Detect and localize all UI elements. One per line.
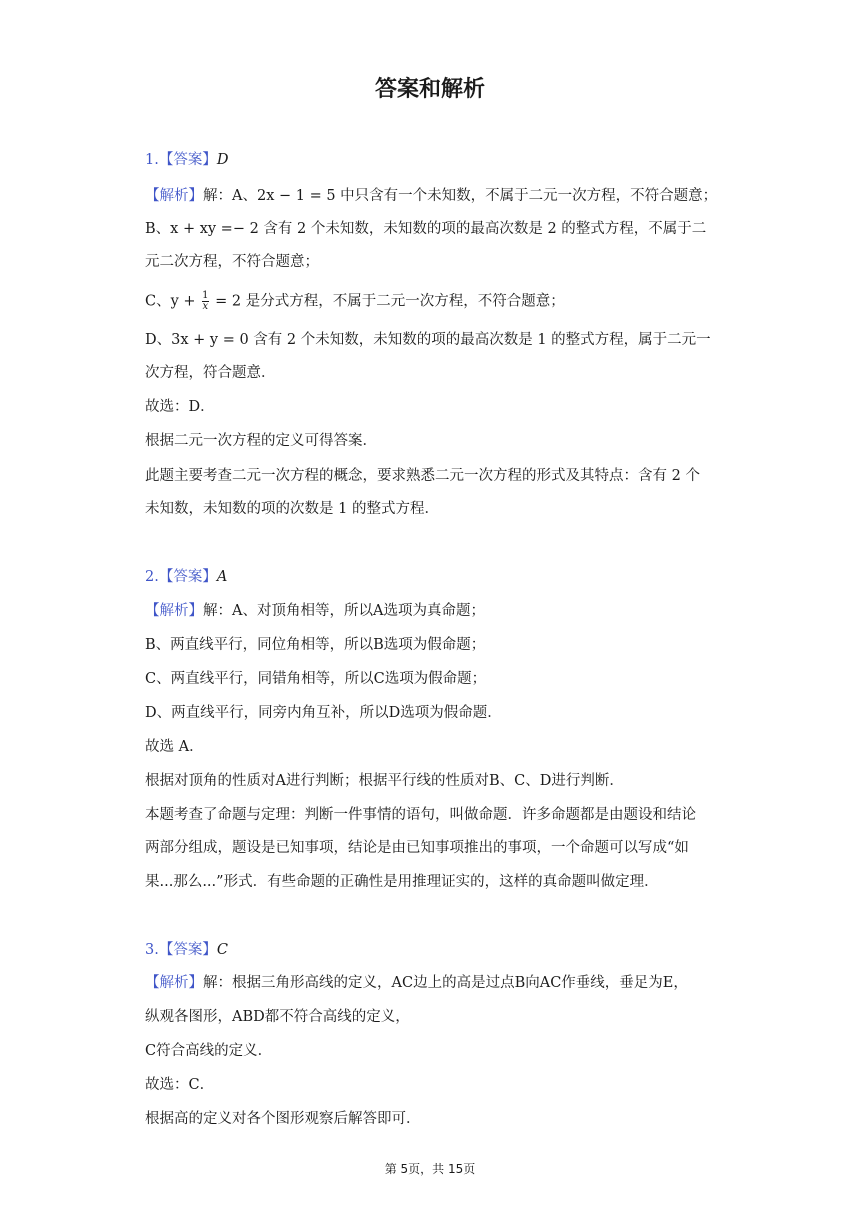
q3-answer-tag: 【答案】: [158, 942, 217, 958]
q1-option-c-end: = 2 是分式方程，不属于二元一次方程，不符合题意；: [210, 293, 565, 310]
q1-answer: D: [216, 152, 229, 168]
q1-choice-line: 故选：D．: [145, 399, 215, 415]
q2-number: 2.: [145, 569, 159, 585]
q2-analysis-line-4: D、两直线平行，同旁内角互补，所以D选项为假命题．: [145, 705, 502, 721]
q1-analysis-line-4: [145, 291, 725, 312]
q1-comment-line-2: 未知数，未知数的项的次数是 1 的整式方程．: [145, 501, 439, 517]
fraction: [202, 291, 208, 312]
q3-analysis-tag: 【解析】: [145, 975, 203, 991]
q3-number: 3.: [145, 942, 159, 958]
q1-answer-line: [145, 150, 725, 170]
q1-analysis-line-6: 次方程，符合题意．: [145, 365, 276, 381]
q2-choice-line: 故选 A．: [145, 739, 204, 755]
q1-summary-line: 根据二元一次方程的定义可得答案．: [145, 433, 377, 449]
q1-analysis-line-5: D、3x + y = 0 含有 2 个未知数，未知数的项的最高次数是 1 的整式方程，属于二元一: [145, 332, 711, 348]
q3-answer: C: [216, 942, 228, 958]
q1-option-c-start: C、y +: [145, 293, 201, 310]
q2-answer: A: [216, 569, 228, 585]
q3-analysis-line-3: C符合高线的定义．: [145, 1043, 273, 1059]
q2-comment-line-3: 果...那么...”形式．有些命题的正确性是用推理证实的，这样的真命题叫做定理．: [145, 874, 659, 890]
q3-choice-line: 故选：C．: [145, 1077, 215, 1093]
q2-analysis-line-1: [145, 601, 725, 621]
q2-comment-line-2: 两部分组成，题设是已知事项，结论是由已知事项推出的事项，一个命题可以写成“如: [145, 840, 689, 856]
q1-comment-line-1: 此题主要考查二元一次方程的概念，要求熟悉二元一次方程的形式及其特点：含有 2 个: [145, 468, 700, 484]
q3-answer-line: [145, 940, 725, 960]
q1-text: 解：A、2x − 1 = 5 中只含有一个未知数，不属于二元一次方程，不符合题意；: [203, 188, 718, 204]
q2-text: 解：A、对顶角相等，所以A选项为真命题；: [203, 603, 485, 619]
q2-comment-line-1: 本题考查了命题与定理：判断一件事情的语句，叫做命题．许多命题都是由题设和结论: [145, 807, 696, 823]
q3-summary-line: 根据高的定义对各个图形观察后解答即可．: [145, 1111, 421, 1127]
q2-summary-line: 根据对顶角的性质对A进行判断；根据平行线的性质对B、C、D进行判断．: [145, 773, 624, 789]
q1-analysis-line-3: 元二次方程，不符合题意；: [145, 254, 319, 270]
q3-analysis-line-2: 纵观各图形，ABD都不符合高线的定义，: [145, 1009, 410, 1025]
q2-answer-tag: 【答案】: [158, 569, 217, 585]
q1-number: 1.: [145, 152, 159, 168]
page-footer: 第 5页，共 15页: [384, 1162, 476, 1176]
q2-analysis-line-3: C、两直线平行，同错角相等，所以C选项为假命题；: [145, 671, 487, 687]
q2-answer-line: [145, 567, 725, 587]
q1-analysis-line-2: B、x + xy =− 2 含有 2 个未知数，未知数的项的最高次数是 2 的整式方程，不属于二: [145, 221, 707, 237]
q1-answer-tag: 【答案】: [158, 152, 217, 168]
q1-analysis-line-1: [145, 186, 725, 206]
q2-analysis-line-2: B、两直线平行，同位角相等，所以B选项为假命题；: [145, 637, 486, 653]
q1-analysis-tag: 【解析】: [145, 188, 203, 204]
fraction-numerator: 1: [202, 290, 209, 301]
q3-analysis-line-1: [145, 973, 725, 993]
page-title: 答案和解析: [374, 77, 485, 102]
fraction-denominator: x: [202, 301, 209, 312]
q3-text: 解：根据三角形高线的定义，AC边上的高是过点B向AC作垂线，垂足为E，: [203, 975, 688, 991]
q2-analysis-tag: 【解析】: [145, 603, 203, 619]
